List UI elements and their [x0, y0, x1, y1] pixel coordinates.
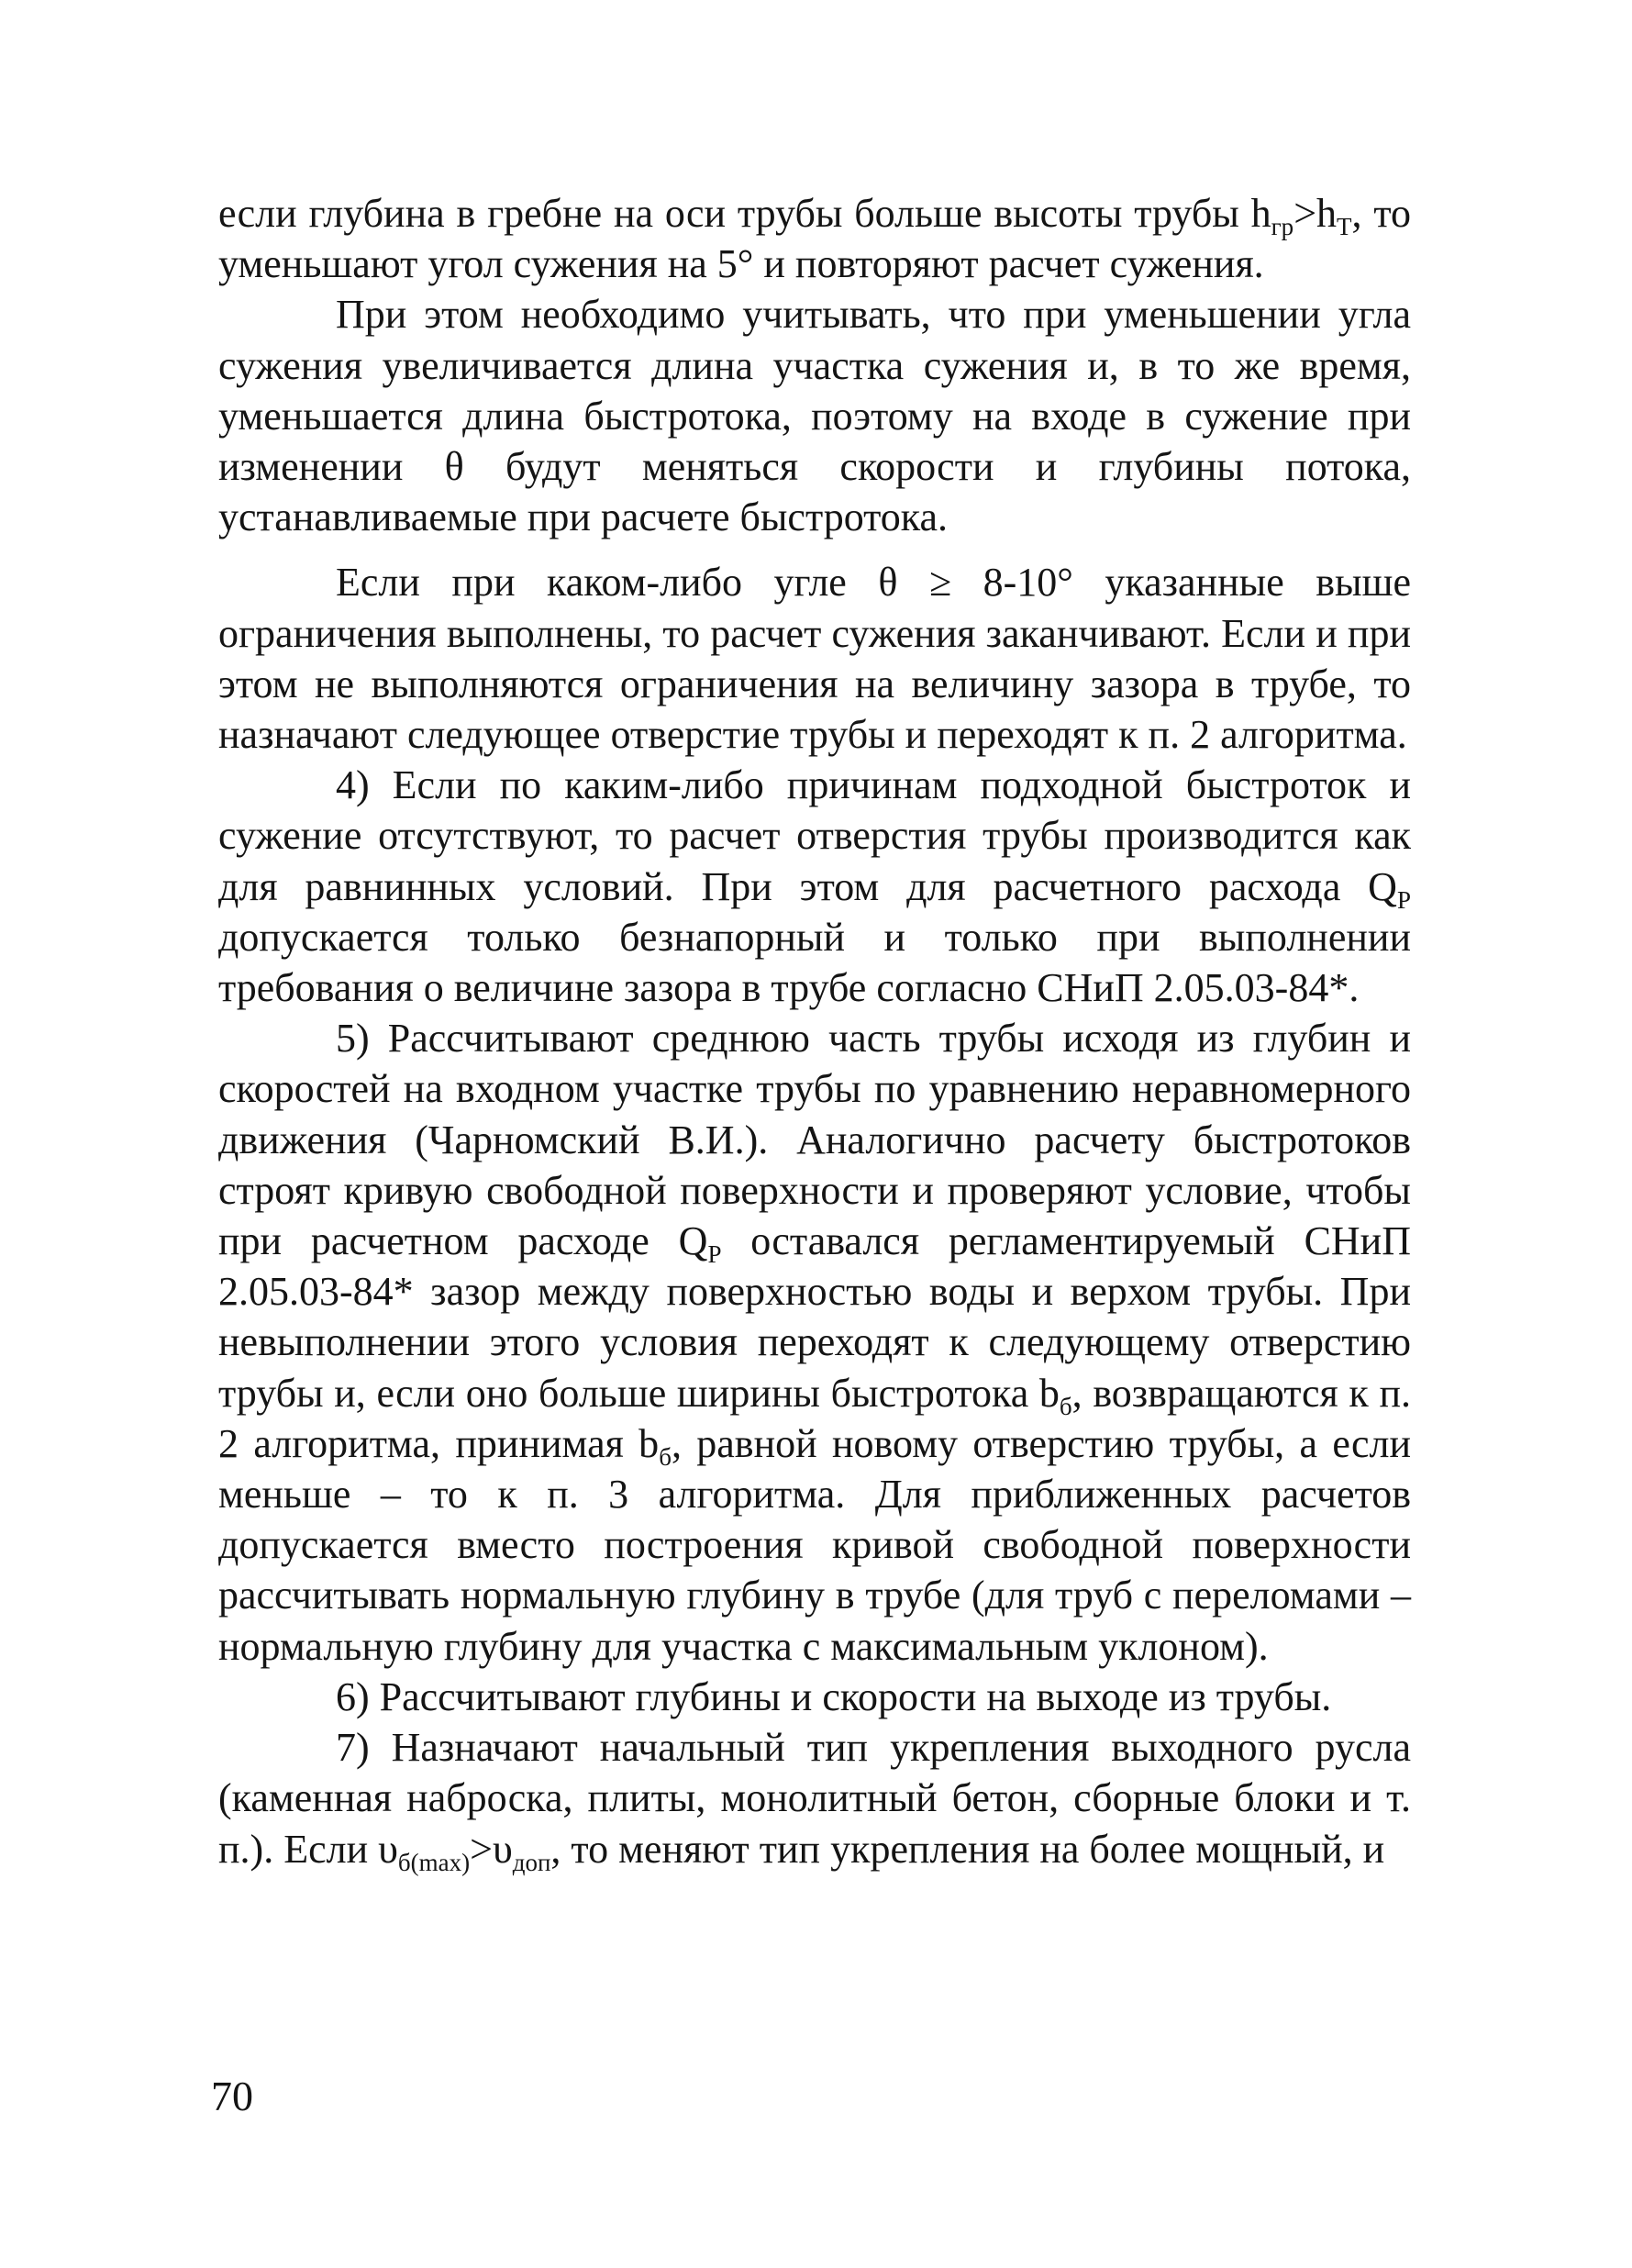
paragraph-2: При этом необходимо учитывать, что при уменьшении угла сужения увеличивается длина участка сужения и, в то же время, уменьшается длина быстротока, поэтому на входе в сужение при изменении θ будут меняться скорости и глубины потока, устанавливаемые при расчете быстротока.: [218, 292, 1411, 540]
text-run: 5) Рассчитывают среднюю часть трубы исходя из глубин и скоростей на входном участке трубы по уравнению неравномерного движения (Чарномский В.И.). Аналогично расчету быстротоков строят кривую свободной поверхности и проверяют условие, чтобы при расчетном расходе Q: [218, 1016, 1411, 1264]
paragraph-1: [218, 188, 1411, 289]
text-run: оставался регламентируемый СНиП 2.05.03-84* зазор между поверхностью воды и верхом трубы. При невыполнении этого условия переходят к следующему отверстию трубы и, если оно больше ширины быстротока b: [218, 1218, 1412, 1416]
paragraph-5: [218, 1013, 1411, 1672]
text-run: допускается только безнапорный и только при выполнении требования о величине зазора в трубе согласно СНиП 2.05.03-84*.: [218, 914, 1411, 1011]
subscript: гр: [1271, 213, 1294, 240]
text-run: , то уменьшают угол сужения на 5° и повторяют расчет сужения.: [218, 191, 1411, 287]
text-run: , то меняют тип укрепления на более мощный, и: [550, 1826, 1385, 1872]
subscript: доп: [512, 1848, 551, 1876]
page-body: [218, 188, 1411, 1874]
text-run: 7) Назначают начальный тип укрепления выходного русла (каменная наброска, плиты, монолитный бетон, сборные блоки и т. п.). Если υ: [218, 1725, 1411, 1872]
page-number: 70: [211, 2073, 253, 2119]
text-run: >h: [1293, 191, 1338, 236]
subscript: б: [659, 1442, 672, 1471]
subscript: б(max): [397, 1848, 471, 1876]
text-run: если глубина в гребне на оси трубы больше высоты трубы h: [218, 191, 1271, 236]
paragraph-7: [218, 1722, 1411, 1874]
subscript: Р: [707, 1240, 722, 1269]
paragraph-6: 6) Рассчитывают глубины и скорости на выходе из трубы.: [336, 1673, 1332, 1719]
subscript: Т: [1337, 213, 1352, 240]
paragraph-3: Если при каком-либо угле θ ≥ 8-10° указанные выше ограничения выполнены, то расчет сужения заканчивают. Если и при этом не выполняются ограничения на величину зазора в трубе, то назначают следующее отверстие трубы и переходят к п. 2 алгоритма.: [218, 560, 1411, 758]
text-run: >υ: [470, 1826, 513, 1872]
subscript: Р: [1396, 885, 1411, 914]
text-run: , равной новому отверстию трубы, а если меньше – то к п. 3 алгоритма. Для приближенных расчетов допускается вместо построения кривой свободной поверхности рассчитывать нормальную глубину в трубе (для труб с переломами – нормальную глубину для участка с максимальным уклоном).: [218, 1420, 1411, 1669]
paragraph-4: [218, 760, 1411, 1013]
text-run: , возвращаются к п. 2 алгоритма, принимая b: [218, 1370, 1411, 1466]
text-run: 4) Если по каким-либо причинам подходной быстроток и сужение отсутствуют, то расчет отверстия трубы производится как для равнинных условий. При этом для расчетного расхода Q: [218, 762, 1411, 909]
subscript: б: [1059, 1392, 1072, 1420]
